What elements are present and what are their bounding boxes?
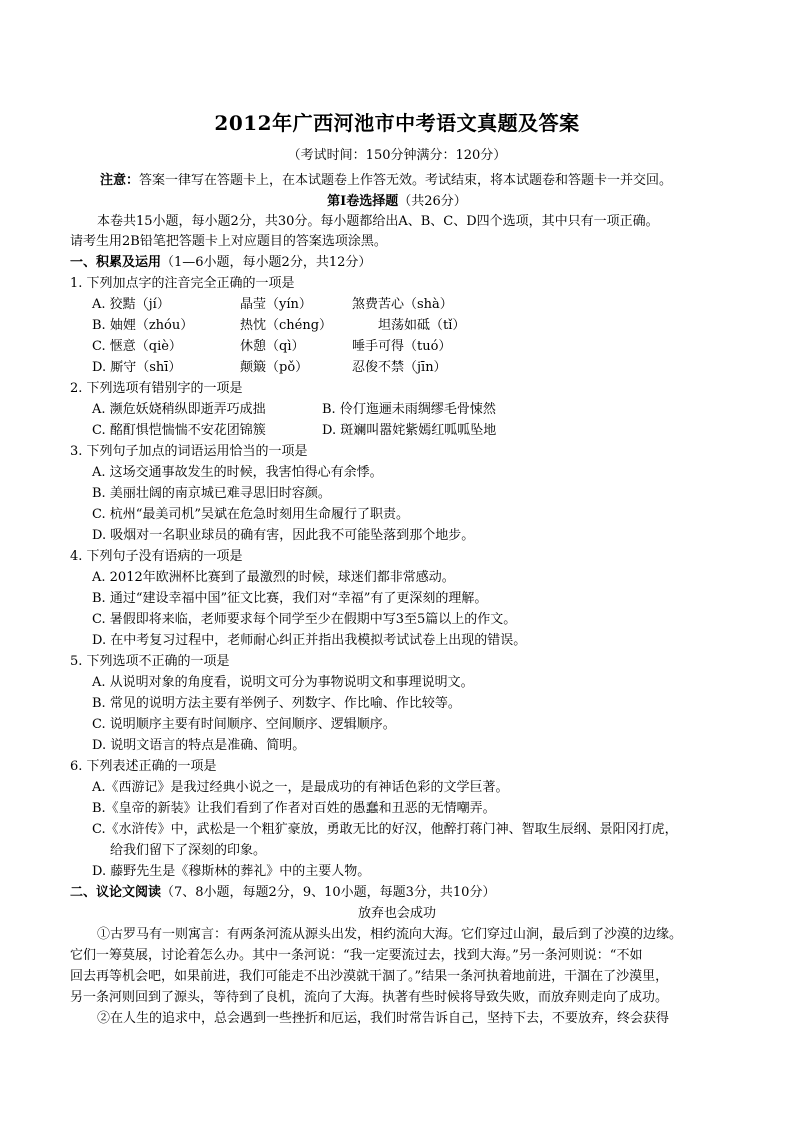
q1-option-d2: 颠簸（pǒ） [240,360,309,375]
part2-heading-rest: （7、8小题，每题2分，9、10小题，每题3分，共10分） [161,885,496,900]
q4-option-d: D. 在中考复习过程中，老师耐心纠正并指出我模拟考试试卷上出现的错误。 [92,633,527,648]
q1-option-d1: D. 厮守（shī） [92,360,182,375]
section1-heading-rest: （共26分） [398,194,467,209]
q4-option-b: B. 通过“建设幸福中国”征文比赛，我们对“幸福”有了更深刻的理解。 [92,591,488,606]
q1-stem: 1. 下列加点字的注音完全正确的一项是 [70,276,295,291]
q5-option-d: D. 说明文语言的特点是准确、简明。 [92,738,306,753]
section1-heading-bold: 第Ⅰ卷选择题 [327,194,399,209]
q4-option-a: A. 2012年欧洲杯比赛到了最激烈的时候，球迷们都非常感动。 [92,570,455,585]
q1-option-d3: 忍俊不禁（jīn） [352,360,447,375]
q3-option-a: A. 这场交通事故发生的时候，我害怕得心有余悸。 [92,465,383,480]
q6-option-d: D. 藤野先生是《穆斯林的葬礼》中的主要人物。 [92,864,371,879]
part2-heading-bold: 二、议论文阅读 [70,885,162,900]
q3-stem: 3. 下列句子加点的词语运用恰当的一项是 [70,444,308,459]
essay-title: 放弃也会成功 [357,906,436,921]
part2-heading [70,884,495,902]
part1-heading [70,254,371,272]
page-title: 2012年广西河池市中考语文真题及答案 [214,111,580,135]
q1-option-a1: A. 狡黠（jí） [92,297,170,312]
section1-intro-1: 本卷共15小题，每小题2分，共30分。每小题都给出A、B、C、D四个选项，其中只有一项正确。 [97,214,659,229]
q3-option-c: C. 杭州“最美司机”吴斌在危急时刻用生命履行了职责。 [92,507,410,522]
essay-paragraph-1-line-2: 它们一筹莫展，讨论着怎么办。其中一条河说：“我一定要流过去，找到大海。”另一条河则说：“不如 [70,948,643,963]
notice [100,172,672,190]
exam-info: （考试时间：150分钟满分：120分） [287,148,507,163]
q4-option-c: C. 暑假即将来临，老师要求每个同学至少在假期中写3至5篇以上的作文。 [92,612,517,627]
q2-option-d: D. 斑斓叫嚣姹紫嫣红呱呱坠地 [322,423,497,438]
q2-stem: 2. 下列选项有错别字的一项是 [70,381,243,396]
essay-paragraph-1-line-1: ①古罗马有一则寓言：有两条河流从源头出发，相约流向大海。它们穿过山涧，最后到了沙漠的边缘。 [97,927,683,942]
q4-stem: 4. 下列句子没有语病的一项是 [70,549,243,564]
q2-option-a: A. 濒危妖娆稍纵即逝弄巧成拙 [92,402,266,417]
section1-heading [0,193,794,211]
section1-intro-2: 请考生用2B铅笔把答题卡上对应题目的答案选项涂黑。 [70,234,387,249]
q1-option-b2: 热忱（chéng） [240,318,333,333]
q1-option-c2: 休憩（qì） [240,339,305,354]
q1-option-b1: B. 妯娌（zhóu） [92,318,194,333]
q2-option-c: C. 酩酊惧恺惴惴不安花团锦簇 [92,423,266,438]
q3-option-b: B. 美丽壮阔的南京城已难寻思旧时容颜。 [92,486,331,501]
notice-label: 注意： [100,173,140,188]
essay-paragraph-2-line-1: ②在人生的追求中，总会遇到一些挫折和厄运，我们时常告诉自己，坚持下去，不要放弃，终会获得 [97,1011,670,1026]
q5-stem: 5. 下列选项不正确的一项是 [70,654,230,669]
q1-option-c3: 唾手可得（tuó） [352,339,452,354]
q6-option-b: B.《皇帝的新装》让我们看到了作者对百姓的愚蠢和丑恶的无情嘲弄。 [92,801,496,816]
q5-option-b: B. 常见的说明方法主要有举例子、列数字、作比喻、作比较等。 [92,696,461,711]
q3-option-d: D. 吸烟对一名职业球员的确有害，因此我不可能坠落到那个地步。 [92,528,475,543]
q1-option-c1: C. 惬意（qiè） [92,339,182,354]
q6-option-c-line2: 给我们留下了深刻的印象。 [110,843,267,858]
q2-option-b: B. 伶仃迤逦未雨绸缪毛骨悚然 [322,402,496,417]
notice-text: 答案一律写在答题卡上，在本试题卷上作答无效。考试结束，将本试题卷和答题卡一并交回。 [139,173,673,188]
part1-heading-rest: （1—6小题，每小题2分，共12分） [161,255,372,270]
q1-option-b3: 坦荡如砥（tǐ） [378,318,466,333]
q6-option-a: A.《西游记》是我过经典小说之一，是最成功的有神话色彩的文学巨著。 [92,780,509,795]
q1-option-a2: 晶莹（yín） [240,297,312,312]
q6-option-c-line1: C.《水浒传》中，武松是一个粗犷豪放，勇敢无比的好汉，他醉打蒋门神、智取生辰纲、景阳冈打虎， [92,822,678,837]
essay-paragraph-1-line-3: 回去再等机会吧，如果前进，我们可能走不出沙漠就干涸了。”结果一条河执着地前进，干涸在了沙漠里， [70,969,669,984]
q1-option-a3: 煞费苦心（shà） [352,297,453,312]
essay-paragraph-1-line-4: 另一条河则回到了源头，等待到了良机，流向了大海。执著有些时候将导致失败，而放弃则走向了成功。 [70,990,669,1005]
q5-option-c: C. 说明顺序主要有时间顺序、空间顺序、逻辑顺序。 [92,717,396,732]
part1-heading-bold: 一、积累及运用 [70,255,162,270]
q6-stem: 6. 下列表述正确的一项是 [70,759,217,774]
q5-option-a: A. 从说明对象的角度看，说明文可分为事物说明文和事理说明文。 [92,675,474,690]
